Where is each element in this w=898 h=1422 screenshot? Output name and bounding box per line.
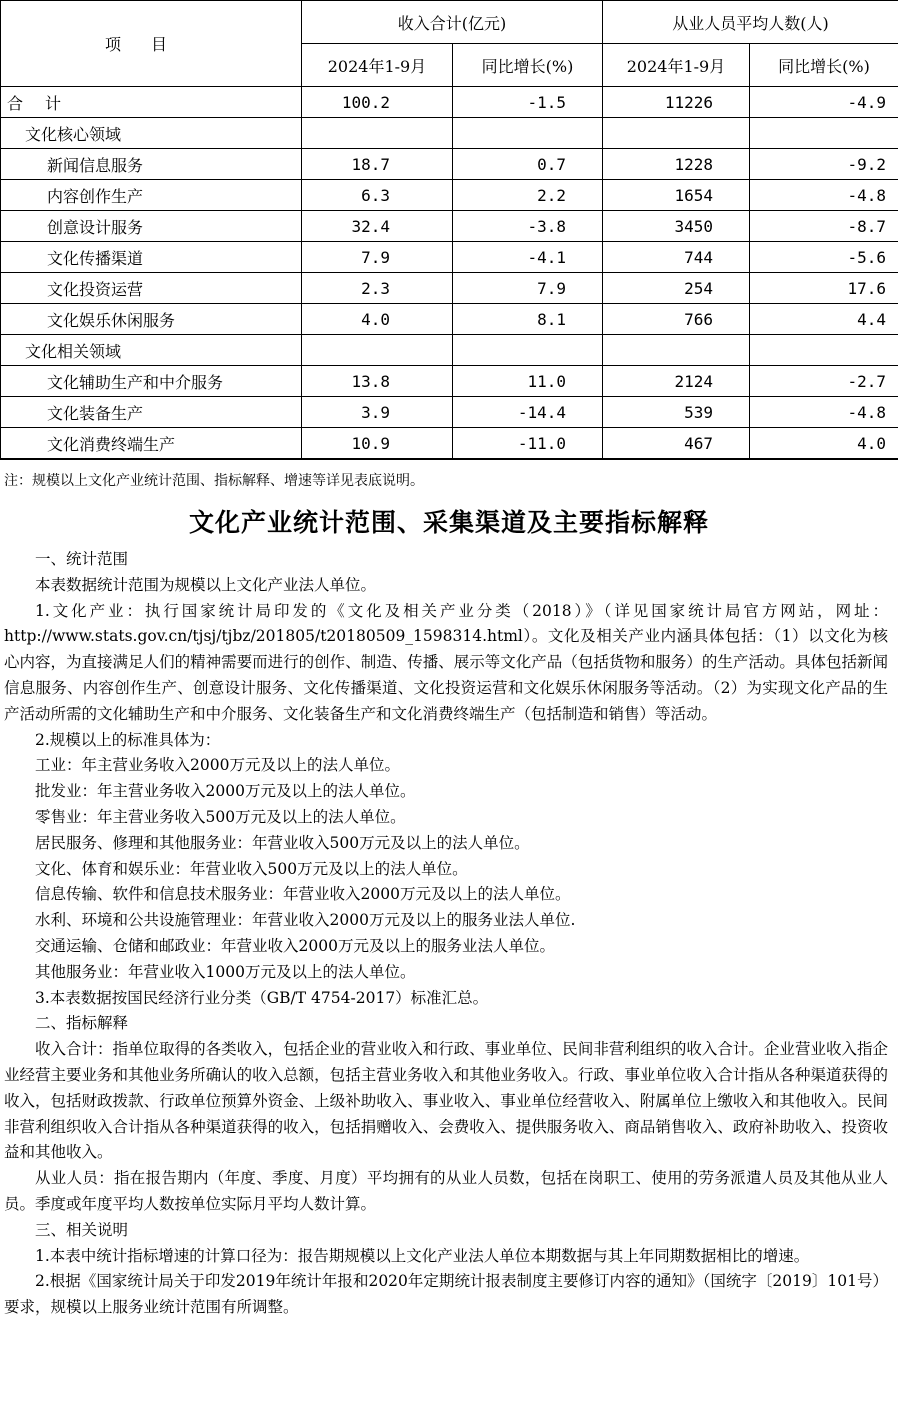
table-row <box>1 149 898 180</box>
income-value: 13.8 <box>302 366 453 397</box>
row-name: 文化传播渠道 <box>1 242 302 273</box>
row-name: 合计 <box>1 87 302 118</box>
subheader-growth: 同比增长(%) <box>750 44 898 87</box>
header-income: 收入合计(亿元) <box>302 1 603 44</box>
table-row <box>1 180 898 211</box>
income-value <box>302 335 453 366</box>
employees-value: 744 <box>603 242 750 273</box>
income-growth-value: -1.5 <box>453 87 603 118</box>
employees-growth-value: -5.6 <box>750 242 898 273</box>
employees-value: 2124 <box>603 366 750 397</box>
subheader-period: 2024年1-9月 <box>302 44 453 87</box>
row-name: 文化辅助生产和中介服务 <box>1 366 302 397</box>
table-row <box>1 335 898 366</box>
income-value: 32.4 <box>302 211 453 242</box>
income-value: 7.9 <box>302 242 453 273</box>
employees-value: 3450 <box>603 211 750 242</box>
header-employees: 从业人员平均人数(人) <box>603 1 898 44</box>
table-row <box>1 87 898 118</box>
row-name: 新闻信息服务 <box>1 149 302 180</box>
body-paragraph: 2.规模以上的标准具体为： <box>35 730 221 749</box>
income-value: 18.7 <box>302 149 453 180</box>
employees-growth-value: -2.7 <box>750 366 898 397</box>
income-growth-value: 8.1 <box>453 304 603 335</box>
employees-value: 1654 <box>603 180 750 211</box>
income-value <box>302 118 453 149</box>
income-growth-value: 0.7 <box>453 149 603 180</box>
employees-growth-value: 17.6 <box>750 273 898 304</box>
row-name: 文化消费终端生产 <box>1 428 302 460</box>
body-paragraph: 信息传输、软件和信息技术服务业：年营业收入2000万元及以上的法人单位。 <box>35 885 571 904</box>
body-paragraph: 3.本表数据按国民经济行业分类（GB/T 4754-2017）标准汇总。 <box>35 988 489 1007</box>
row-name: 内容创作生产 <box>1 180 302 211</box>
income-value: 4.0 <box>302 304 453 335</box>
income-growth-value: -4.1 <box>453 242 603 273</box>
employees-growth-value: 4.0 <box>750 428 898 460</box>
table-row <box>1 304 898 335</box>
table-row <box>1 397 898 428</box>
employees-growth-value: -4.8 <box>750 397 898 428</box>
income-growth-value: 7.9 <box>453 273 603 304</box>
subheader-period: 2024年1-9月 <box>603 44 750 87</box>
employees-growth-value: -4.8 <box>750 180 898 211</box>
table-row <box>1 273 898 304</box>
income-growth-value: -14.4 <box>453 397 603 428</box>
explanation-body <box>4 547 888 1321</box>
row-name: 文化娱乐休闲服务 <box>1 304 302 335</box>
income-growth-value <box>453 118 603 149</box>
employees-growth-value: -8.7 <box>750 211 898 242</box>
employees-growth-value: 4.4 <box>750 304 898 335</box>
header-item: 项目 <box>1 1 302 87</box>
income-value: 6.3 <box>302 180 453 211</box>
employees-value <box>603 118 750 149</box>
employees-growth-value <box>750 118 898 149</box>
income-growth-value: 2.2 <box>453 180 603 211</box>
table-note: 注：规模以上文化产业统计范围、指标解释、增速等详见表底说明。 <box>4 473 424 489</box>
body-paragraph: 水利、环境和公共设施管理业：年营业收入2000万元及以上的服务业法人单位. <box>35 911 576 930</box>
employees-value: 254 <box>603 273 750 304</box>
body-paragraph: 文化、体育和娱乐业：年营业收入500万元及以上的法人单位。 <box>35 859 468 878</box>
income-value: 10.9 <box>302 428 453 460</box>
employees-value: 11226 <box>603 87 750 118</box>
body-paragraph: 居民服务、修理和其他服务业：年营业收入500万元及以上的法人单位。 <box>35 833 530 852</box>
income-value: 100.2 <box>302 87 453 118</box>
income-growth-value: -3.8 <box>453 211 603 242</box>
table-row <box>1 118 898 149</box>
employees-value <box>603 335 750 366</box>
employees-value: 467 <box>603 428 750 460</box>
employees-growth-value <box>750 335 898 366</box>
employees-growth-value: -4.9 <box>750 87 898 118</box>
employees-value: 1228 <box>603 149 750 180</box>
income-value: 2.3 <box>302 273 453 304</box>
body-paragraph: 其他服务业：年营业收入1000万元及以上的法人单位。 <box>35 962 416 981</box>
body-paragraph: 批发业：年主营业务收入2000万元及以上的法人单位。 <box>35 782 416 801</box>
body-paragraph: 1.本表中统计指标增速的计算口径为：报告期规模以上文化产业法人单位本期数据与其上年同期数据相比的增速。 <box>35 1246 810 1265</box>
body-paragraph: 交通运输、仓储和邮政业：年营业收入2000万元及以上的服务业法人单位。 <box>35 936 555 955</box>
employees-value: 539 <box>603 397 750 428</box>
row-name: 创意设计服务 <box>1 211 302 242</box>
row-name: 文化相关领域 <box>1 335 302 366</box>
income-growth-value: 11.0 <box>453 366 603 397</box>
subheader-growth: 同比增长(%) <box>453 44 603 87</box>
body-paragraph: 工业：年主营业务收入2000万元及以上的法人单位。 <box>35 756 400 775</box>
body-paragraph: 三、相关说明 <box>35 1220 129 1239</box>
body-paragraph: 一、统计范围 <box>35 550 129 568</box>
employees-growth-value: -9.2 <box>750 149 898 180</box>
body-paragraph: 1.文化产业：执行国家统计局印发的《文化及相关产业分类（2018）》（详见国家统计局官方网站，网址：http://www.stats.gov.cn/tjsj/tjbz/201805/t20180509_1598314.html）。文化及相关产业内涵具体包括：（1）以文化为核心内容，为直接满足人们的精神需要而进行的创作、制造、传播、展示等文化产品（包括货物和服务）的生产活动。具体包括新闻信息服务、内容创作生产、创意设计服务、文化传播渠道、文化投资运营和文化娱乐休闲服务等活动。（2）为实现文化产品的生产活动所需的文化辅助生产和中介服务、文化装备生产和文化消费终端生产（包括制造和销售）等活动。 <box>4 601 888 723</box>
table-row <box>1 211 898 242</box>
body-paragraph: 本表数据统计范围为规模以上文化产业法人单位。 <box>35 575 377 594</box>
statistics-table <box>0 0 898 460</box>
row-name: 文化装备生产 <box>1 397 302 428</box>
table-row <box>1 242 898 273</box>
employees-value: 766 <box>603 304 750 335</box>
body-paragraph: 收入合计：指单位取得的各类收入，包括企业的营业收入和行政、事业单位、民间非营利组织的收入合计。企业营业收入指企业经营主要业务和其他业务所确认的收入总额，包括主营业务收入和其他业务收入。行政、事业单位收入合计指从各种渠道获得的收入，包括财政拨款、行政单位预算外资金、上级补助收入、事业收入、事业单位经营收入、附属单位上缴收入和其他收入。民间非营利组织收入合计指从各种渠道获得的收入，包括捐赠收入、会费收入、提供服务收入、商品销售收入、政府补助收入、投资收益和其他收入。 <box>4 1040 888 1162</box>
income-growth-value <box>453 335 603 366</box>
body-paragraph: 二、指标解释 <box>35 1014 129 1033</box>
row-name: 文化核心领域 <box>1 118 302 149</box>
body-paragraph: 零售业：年主营业务收入500万元及以上的法人单位。 <box>35 807 406 826</box>
page-title: 文化产业统计范围、采集渠道及主要指标解释 <box>188 508 709 537</box>
body-paragraph: 2.根据《国家统计局关于印发2019年统计年报和2020年定期统计报表制度主要修订内容的通知》（国统字〔2019〕101号）要求，规模以上服务业统计范围有所调整。 <box>4 1272 888 1317</box>
income-growth-value: -11.0 <box>453 428 603 460</box>
header-row <box>1 1 898 44</box>
row-name: 文化投资运营 <box>1 273 302 304</box>
income-value: 3.9 <box>302 397 453 428</box>
table-row <box>1 366 898 397</box>
table-row <box>1 428 898 460</box>
body-paragraph: 从业人员：指在报告期内（年度、季度、月度）平均拥有的从业人员数，包括在岗职工、使用的劳务派遣人员及其他从业人员。季度或年度平均人数按单位实际月平均人数计算。 <box>4 1169 888 1213</box>
